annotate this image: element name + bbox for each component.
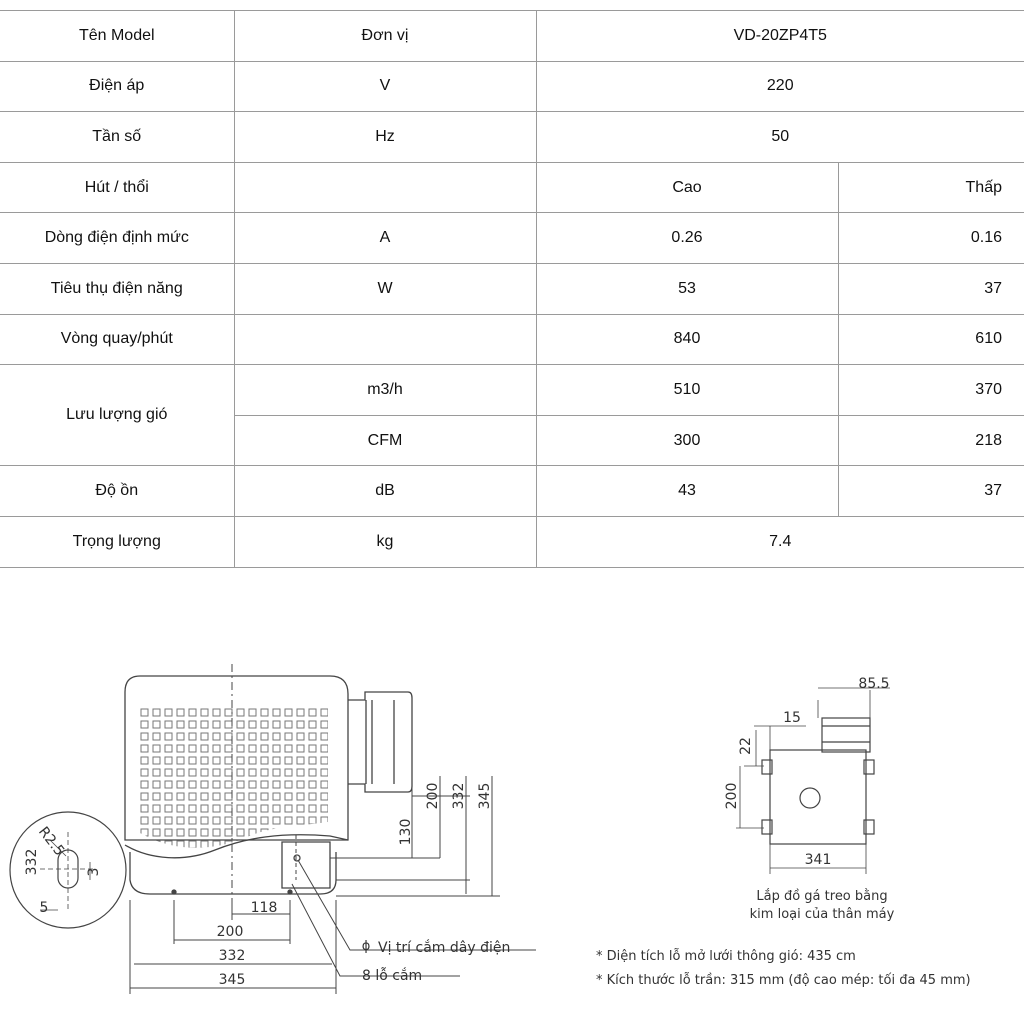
row-label: Dòng điện định mức <box>0 213 234 264</box>
top-view-caption-line1: Lắp đồ gá treo bằng <box>756 889 888 904</box>
row-value-low: 37 <box>838 263 1024 314</box>
dim-detail-332: 332 <box>24 848 40 876</box>
row-unit: A <box>234 213 536 264</box>
row-value-high: 43 <box>536 466 838 517</box>
row-label: Trọng lượng <box>0 516 234 567</box>
dim-front-345-side: 345 <box>477 782 493 810</box>
table-row <box>0 314 1024 365</box>
row-value-high: 510 <box>536 365 838 416</box>
dim-top-341: 341 <box>804 852 832 868</box>
table-row <box>0 466 1024 517</box>
top-view-caption-line2: kim loại của thân máy <box>749 907 895 922</box>
dim-front-332-bottom: 332 <box>218 948 246 964</box>
phi-icon: ϕ <box>361 939 371 954</box>
row-value: 220 <box>536 61 1024 112</box>
table-row <box>0 112 1024 163</box>
duct-connector <box>348 692 412 792</box>
row-value-low: 370 <box>838 365 1024 416</box>
top-view <box>736 688 890 874</box>
table-row <box>0 61 1024 112</box>
dim-top-85-5: 85.5 <box>858 676 890 692</box>
header-unit-label: Đơn vị <box>234 11 536 62</box>
row-value-high: 0.26 <box>536 213 838 264</box>
label-holes: 8 lỗ cắm <box>362 968 423 984</box>
dim-top-15: 15 <box>783 710 801 726</box>
row-label: Tiêu thụ điện năng <box>0 263 234 314</box>
row-unit: kg <box>234 516 536 567</box>
row-label: Điện áp <box>0 61 234 112</box>
dim-front-345-bottom: 345 <box>218 972 246 988</box>
row-value-low: 610 <box>838 314 1024 365</box>
note-grille-area: * Diện tích lỗ mở lưới thông gió: 435 cm <box>596 949 856 964</box>
row-unit: dB <box>234 466 536 517</box>
dim-detail-3: 3 <box>86 867 102 877</box>
dim-detail-5: 5 <box>39 900 49 916</box>
row-value-low: 0.16 <box>838 213 1024 264</box>
row-label: Lưu lượng gió <box>0 365 234 466</box>
table-row <box>0 365 1024 416</box>
row-unit: m3/h <box>234 365 536 416</box>
row-unit: Hz <box>234 112 536 163</box>
spec-table <box>0 10 1024 568</box>
row-label: Tần số <box>0 112 234 163</box>
row-label: Độ ồn <box>0 466 234 517</box>
dim-front-200-bottom: 200 <box>216 924 244 940</box>
table-row <box>0 162 1024 213</box>
dim-front-200-side: 200 <box>425 782 441 810</box>
dim-front-332-side: 332 <box>451 782 467 810</box>
row-unit: CFM <box>234 415 536 466</box>
row-unit: V <box>234 61 536 112</box>
row-value-low: 218 <box>838 415 1024 466</box>
dim-top-22: 22 <box>738 737 754 755</box>
dim-front-130: 130 <box>398 818 414 846</box>
table-row <box>0 213 1024 264</box>
row-value-low: 37 <box>838 466 1024 517</box>
row-unit: W <box>234 263 536 314</box>
grille-area <box>138 708 330 848</box>
table-row <box>0 263 1024 314</box>
row-value-low: Thấp <box>838 162 1024 213</box>
row-value-high: 300 <box>536 415 838 466</box>
header-model-label: Tên Model <box>0 11 234 62</box>
table-header-row <box>0 11 1024 62</box>
row-value-high: 53 <box>536 263 838 314</box>
dim-top-200: 200 <box>724 782 740 810</box>
row-label: Vòng quay/phút <box>0 314 234 365</box>
table-row <box>0 516 1024 567</box>
dim-front-118: 118 <box>250 900 278 916</box>
row-value: 50 <box>536 112 1024 163</box>
row-value-high: Cao <box>536 162 838 213</box>
dim-detail-r: R2.5 <box>34 824 68 860</box>
note-ceiling-hole: * Kích thước lỗ trần: 315 mm (độ cao mép: tối đa 45 mm) <box>596 973 971 988</box>
row-unit <box>234 314 536 365</box>
row-unit <box>234 162 536 213</box>
row-value-high: 840 <box>536 314 838 365</box>
row-value: 7.4 <box>536 516 1024 567</box>
technical-drawing <box>0 600 1024 1024</box>
header-model-name: VD-20ZP4T5 <box>536 11 1024 62</box>
row-label: Hút / thổi <box>0 162 234 213</box>
label-cable-position: Vị trí cắm dây điện <box>378 940 511 956</box>
